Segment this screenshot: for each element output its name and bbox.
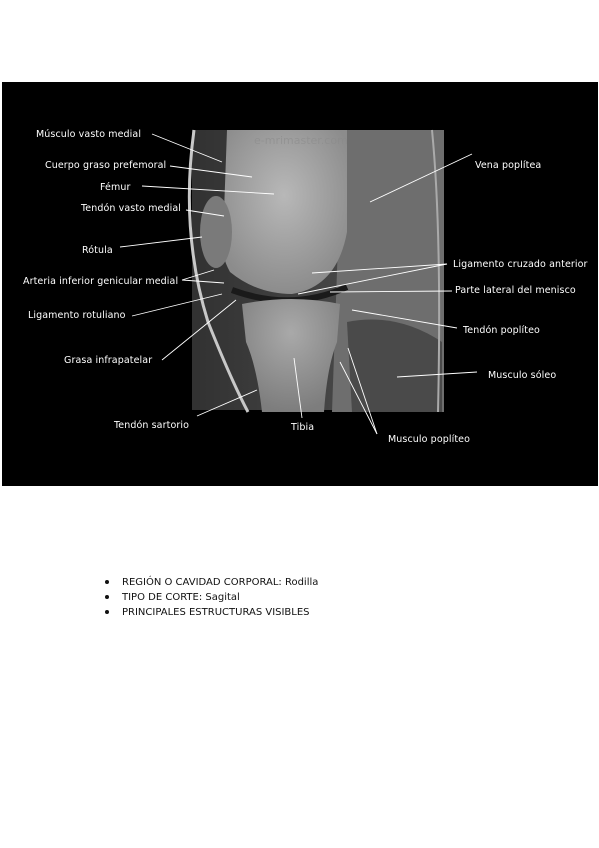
label-musculo-soleo: Musculo sóleo	[488, 370, 557, 381]
info-estructuras: PRINCIPALES ESTRUCTURAS VISIBLES	[104, 605, 318, 620]
label-musculo-vasto-medial: Músculo vasto medial	[36, 129, 142, 140]
label-ligamento-rotuliano: Ligamento rotuliano	[28, 310, 126, 321]
femur-bone	[221, 130, 347, 294]
leader-rotula	[120, 237, 202, 247]
info-tipo-corte: TIPO DE CORTE: Sagital	[104, 590, 318, 605]
watermark: e-mrimaster.com	[254, 134, 348, 147]
label-arteria-inferior-genicular-medial: Arteria inferior genicular medial	[23, 276, 179, 287]
label-tendon-sartorio: Tendón sartorio	[114, 420, 190, 431]
info-region: REGIÓN O CAVIDAD CORPORAL: Rodilla	[104, 575, 318, 590]
patella	[200, 196, 232, 268]
label-rotula: Rótula	[82, 245, 113, 256]
label-tendon-popliteo: Tendón poplíteo	[463, 325, 540, 336]
label-tibia: Tibia	[291, 422, 315, 433]
info-list	[104, 575, 318, 620]
label-femur: Fémur	[100, 182, 131, 193]
label-tendon-vasto-medial: Tendón vasto medial	[81, 203, 182, 214]
label-grasa-infrapatelar: Grasa infrapatelar	[64, 355, 153, 366]
label-ligamento-cruzado-anterior: Ligamento cruzado anterior	[453, 259, 588, 270]
label-parte-lateral-menisco: Parte lateral del menisco	[455, 285, 576, 296]
label-vena-poplitea: Vena poplítea	[475, 160, 542, 171]
mri-knee-figure	[2, 82, 598, 486]
label-cuerpo-graso-prefemoral: Cuerpo graso prefemoral	[45, 160, 167, 171]
label-musculo-popliteo: Musculo poplíteo	[388, 434, 471, 445]
